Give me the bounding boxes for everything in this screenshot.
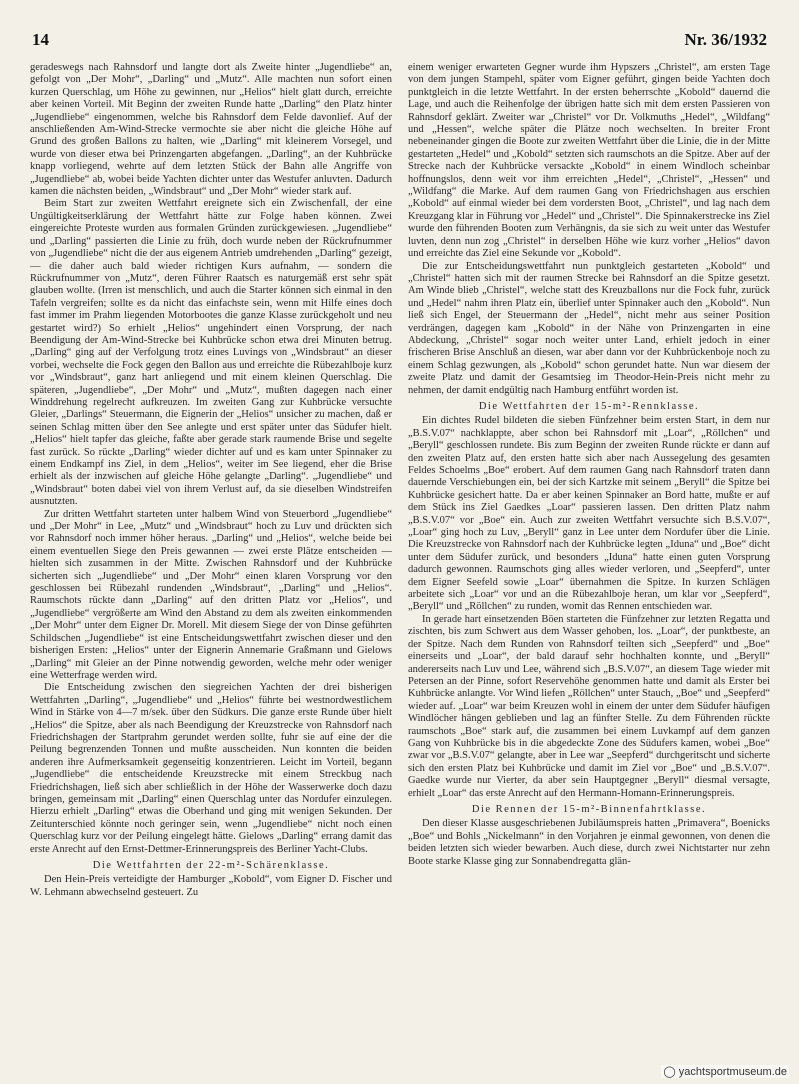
watermark: [661, 1065, 789, 1078]
page-number: 14: [32, 30, 49, 49]
paragraph: Den dieser Klasse ausgeschriebenen Jubiläumspreis hatten „Primavera“, Boenicks „Boe“ und Bohls „Nickelmann“ in den Vorjahren je einmal gewonnen, von denen die beiden letzten sich wieder bewarben. Auch diese, durch zwei Nichtstarter nur zehn Boote starke Klasse ging zur Sonnabendregatta glän-: [408, 818, 770, 867]
watermark-text: yachtsportmuseum.de: [678, 1066, 787, 1078]
paragraph: Die Entscheidung zwischen den siegreichen Yachten der drei bisherigen Wettfahrten „Darling“, „Jugendliebe“ und „Helios“ führte bei westnordwestlichem Wind in Stärke von 4—7 m/sek. über den Südkurs. Die ganze erste Runde über hielt „Helios“ die Spitze, aber als nach Beendigung der Kreuzstrecke von Rahnsdorf nach Friedrichshagen der Startprahm gerundet werden sollte, fuhr sie auf eine der die Peilung begrenzenden Tonnen und mußte ausscheiden. Nun konnten die beiden anderen ihre Aufmerksamkeit gegenseitig konzentrieren. Leicht im Vorteil, begann „Jugendliebe“ die entscheidende Kreuzstrecke mit einem Streckbug nach Friedrichshagen, ließ sich aber schließlich in der Höhe der Wasserwerke doch dazu bringen, gemeinsam mit „Darling“ einen Querschlag unter das Nordufer einzulegen. Hierzu erhielt „Darling“ etwas die Oberhand und ging mit wenigen Sekunden. Der Zeitunterschied könnte noch geringer sein, wenn „Jugendliebe“ nicht noch einen Querschlag kurz vor der Peilung eingelegt hätte. Gielows „Darling“ errang damit das erste Anrecht auf den Ernst-Dettmer-Erinnerungspreis des Berliner Yacht-Clubs.: [30, 682, 392, 855]
paragraph: Ein dichtes Rudel bildeten die sieben Fünfzehner beim ersten Start, in dem nur „B.S.V.07“ nachklappte, aber schon bei Rahnsdorf mit „Loar“, „Röllchen“ und „Beryll“ geschlossen rundete. Bis zum Beginn der zweiten Runde rückte er dann auf den zweiten Platz auf, den ersten hatte sich aber nach Aussegelung des gesamten Feldes Schoelms „Boe“ erobert. Auf dem raumen Gang nach Rahnsdorf traten dann dauernde Verschiebungen ein, bei der sich Kartzke mit seinem „Beryll“ die Spitze bei Kuhbrücke gesichert hatte. Da er aber keinen Spinnaker an Bord hatte, mußte er auf dem Stück ins Ziel Gaedkes „Loar“ passieren lassen. Den dritten Platz nahm „B.S.V.07“ vor „Boe“ ein. Auch zur zweiten Wettfahrt versuchte sich B.S.V.07“, „Loar“ ging hoch zu Luv, „Beryll“ ganz in Lee unter dem Nordufer über die Linie. Die Kreuzstrecke von Rahnsdorf nach der Kuhbrücke legten „Iduna“ und „Boe“ dicht unter dem Südufer zurück, und besonders „Iduna“ hatte einen guten Vorsprung dadurch gewonnen. Raumschots ging alles wieder verloren, und „Seepferd“, unter dem Eigner Seefeld sowie „Loar“ übernahmen die Spitze. In kurzen Schlägen arbeitete sich „Loar“ vor und an die Rübezahlboje heran, um klar vor „Seepferd“, „Beryll“ und „Röllchen“ zu runden, womit das Rennen entschieden war.: [408, 415, 770, 613]
section-heading: Die Rennen der 15-m²-Binnenfahrtklasse.: [471, 803, 707, 815]
paragraph: In gerade hart einsetzenden Böen starteten die Fünfzehner zur letzten Regatta und zischten, bis zum Schwert aus dem Wasser gehoben, los. „Loar“, der punktbeste, an der Spitze. Nach dem Runden von Rahnsdorf teilten sich „Seepferd“ und „Boe“ einerseits und „Loar“, der bald darauf sehr hochhalten konnte, und „Beryll“ andererseits nach Luv und Lee, während sich „B.S.V.07“, an diesem Tage wieder mit Petersen an der Pinne, sofort Reservehöhe genommen hatte und damit als Erster bei Kuhbrücke anlangte. Vor Wind liefen „Röllchen“ unter Stauch, „Boe“ und „Seepferd“ wieder auf. „Loar“ war beim Kreuzen wohl in einem der unter dem Südufer häufigen Windlöcher hängen geblieben und lag an fünfter Stelle. Zu dem Führenden rückte raumschots „Boe“ stark auf, die zusammen bei einem Luvkampf auf dem ganzen Gang von Kuhbrücke bis in die abgedeckte Zone des Südufers kamen, wobei „Boe“ zwar vor „B.S.V.07“ gelangte, aber in Lee war „Seepferd“ durchgeritscht und sicherte sich den ersten Platz bei Kuhbrücke und damit im Ziel vor „Boe“ und „B.S.V.07“. Gaedke wurde nur Vierter, da aber sein Hauptgegner „Beryll“ diesmal versagte, erhielt „Loar“ das erste Anrecht auf den Hermann-Homann-Erinnerungspreis.: [408, 613, 770, 799]
paragraph: geradeswegs nach Rahnsdorf und langte dort als Zweite hinter „Jugendliebe“ an, gefolgt von „Der Mohr“, „Darling“ und „Mutz“. Alle machten nun sofort einen kurzen Querschlag, um Höhe zu gewinnen, nur „Helios“ hielt glatt durch, erreichte aber keinen Vorteil. Mit Beginn der zweiten Runde hatte „Darling“ den Platz hinter „Jugendliebe“ eingenommen, welche bis Rahnsdorf dem Felde davonlief. Auf der anschließenden Am-Wind-Strecke vermochte sie aber nicht die gleiche Höhe auf Grund des großen Ballons zu halten, wie „Darling“ mit kleinerem Vorsegel, und wurde von dieser etwa bei Prinzengarten abgefangen. „Darling“, an der Kuhbrücke knapp vorliegend, wehrte auf dem letzten Stück der Bahn alle Angriffe von „Jugendliebe“ ab, wobei beide Yachten dichter unter das Westufer anluvten. Dadurch kamen die nächsten beiden, „Windsbraut“ und „Der Mohr“ wieder stark auf.: [30, 62, 392, 198]
paragraph: einem weniger erwarteten Gegner wurde ihm Hypszers „Christel“, am ersten Tage von dem jungen Stampehl, später vom Eigner geführt, gingen beide Yachten doch punktgleich in die letzte Wettfahrt. In der ersten beherrschte „Kobold“ dauernd die Lage, und auch die Reihenfolge der übrigen hatte sich mit dem ersten Passieren von Rahnsdorf geklärt. Zweiter war „Christel“ vor Dr. Volkmuths „Hedel“, „Wildfang“ und „Hessen“, welche später die Plätze noch wechselten. In breiter Front nebeneinander gingen die Boote zur zweiten Wettfahrt über die Linie, die in der Mitte gestarteten „Hedel“ und „Kobold“ setzten sich raumschots an die Spitze. Aber auf der Strecke nach der Kuhbrücke versackte „Kobold“ in einem Windloch scheinbar hoffnungslos, denn weit vor ihm erreichten „Hedel“, „Christel“, „Hessen“ und „Wildfang“ die Marke. Auf dem raumen Gang von Friedrichshagen aus erschien „Kobold“ auf einmal wieder bei dem vordersten Boot, „Christel“, und lag nach dem Kreuzgang klar in Führung vor „Hedel“ und „Christel“. Die Spinnakerstrecke ins Ziel wurde den führenden Booten zum Verhängnis, da sie sich zu weit unter das Westufer luvten, denn nun zog „Christel“ in derselben Höhe wie kurz vorher „Helios“ davon und erreichte das Ziel eine Sekunde vor „Kobold“.: [408, 62, 770, 260]
section-heading: Die Wettfahrten der 22-m²-Schärenklasse.: [92, 860, 330, 871]
paragraph: Zur dritten Wettfahrt starteten unter halbem Wind von Steuerbord „Jugendliebe“ und „Der Mohr“ in Lee, „Mutz“ und „Windsbraut“ hoch zu Luv und drückten sich vor Rahnsdorf noch immer höher heraus. „Darling“ und „Helios“, welche beide bei einem eventuellen Siege den Preis gewannen — zwei erste Plätze entscheiden — hielten sich zusammen in der Mitte. Zwischen Rahnsdorf und der Kuhbrücke sicherten sich „Jugendliebe“ und „Der Mohr“ einen klaren Vorsprung vor den geschlossen bei Rübezahl rundenden „Windsbraut“, „Darling“ und „Helios“. Raumschots rückte dann „Darling“ auf den dritten Platz vor „Helios“, und „Jugendliebe“ vergrößerte am Wind den Abstand zu dem als zweiten einkommenden „Der Mohr“ unter dem Eigner Dr. Morell. Mit diesem Siege der von Dinse geführten Schildschen „Jugendliebe“ ist eine Entscheidungswettfahrt zwischen dieser und den bisherigen Ersten: „Helios“ unter der Eignerin Annemarie Graßmann und Gielows „Darling“ mit Gleier an der Pinne notwendig geworden, welche mehr oder weniger eine Wetterfrage werden wird.: [30, 508, 392, 681]
page-header: [30, 30, 769, 52]
paragraph: Den Hein-Preis verteidigte der Hamburger „Kobold“, vom Eigner D. Fischer und W. Lehmann abwechselnd gesteuert. Zu: [30, 874, 392, 898]
globe-icon: ◯: [663, 1066, 676, 1078]
paragraph: Beim Start zur zweiten Wettfahrt ereignete sich ein Zwischenfall, der eine Ungültigkeitserklärung der Wettfahrt hätte zur Folge haben können. Zwei eingereichte Proteste wurden aus formalen Gründen zurückgewiesen. „Jugendliebe“ und „Darling“ passierten die Linie zu früh, doch wurde neben der Rückrufnummer von „Jugendliebe“ nicht die der aus eigenem Antrieb umdrehenden „Darling“ gezeigt, — die daher auch bald wieder richtigen Kurs aufnahm, — sondern die Rückrufnummer von „Mutz“, deren Führer Raatsch es naturgemäß erst sehr spät glauben wollte. (Irren ist menschlich, und auch die Starter können sich einmal in den Tafeln vergreifen; sollte es da nicht das einfachste sein, wenn mit Hilfe eines doch fast immer im Prahm liegenden Motorbootes die ganze Klasse zurückgeholt und neu gestartet wird?) So erhielt „Helios“ ungehindert einen Vorsprung, der nach Beendigung der Am-Wind-Strecke bei Kuhbrücke schon etwa drei Minuten betrug. „Darling“ ging auf der Verfolgung trotz eines Luvings von „Windsbraut“ an dieser vorbei, wechselte die Fock gegen den Ballon aus und erreichte die Rübezahlboje kurz vor „Windsbraut“, ganz hart anliegend und mit einem kleinen Querschlag. Die späteren, „Jugendliebe“, „Der Mohr“ und „Mutz“, mußten dagegen nach einer Winddrehung regelrecht aufkreuzen. Im zweiten Gang zur Kuhbrücke versuchte Gleier, „Darlings“ Steuermann, die Eignerin der „Helios“ unsicher zu machen, daß er seinen Schlag mitten über den See anlegte und erst später unter das Südufer hielt. „Helios“ hielt tapfer das gleiche, faßte aber gerade stark raumende Brise und segelte fast zurück. So rückte „Darling“ wieder dichter auf und es kam unter Spinnaker zu einem Endkampf ins Ziel, in dem „Helios“, weiter im See liegend, eher die Brise erhielt als der inzwischen auf gleiche Höhe gelangte „Darling“. „Jugendliebe“ und „Windsbraut“ boten dabei viel von ihrem Verlust auf, da sie dieselben Windstreifen ausnutzten.: [30, 198, 392, 508]
paragraph: Die zur Entscheidungswettfahrt nun punktgleich gestarteten „Kobold“ und „Christel“ hatten sich mit der raumen Strecke bei Rahnsdorf an die Spitze gesetzt. Am Winde blieb „Christel“, welche statt des Kreuzballons nur die Fock fuhr, zurück und „Hedel“ nahm ihren Platz ein, überlief unter Spinnaker auch den „Kobold“. Nun ließ sich Engel, der Steuermann der „Hedel“, nicht mehr aus seiner Position verdrängen, dagegen kam „Kobold“ in der Nähe von Prinzengarten in eine Abdeckung, „Christel“ sogar noch weiter unter Land, erhielt jedoch in einer frischeren Brise Anschluß an diesen, war aber dann vor der Kuhbrückenboje noch zu einem Schlag gezwungen, als „Kobold“ schon gerundet hatte. Nun war diesem der zweite Platz und damit der Gesamtsieg im Theodor-Hein-Preis nicht mehr zu nehmen, der damit endgültig nach Hamburg entführt worden ist.: [408, 260, 770, 396]
section-heading: Die Wettfahrten der 15-m²-Rennklasse.: [478, 400, 700, 412]
right-column: [408, 62, 770, 1062]
issue-number: Nr. 36/1932: [684, 30, 767, 49]
left-column: [30, 62, 392, 1062]
